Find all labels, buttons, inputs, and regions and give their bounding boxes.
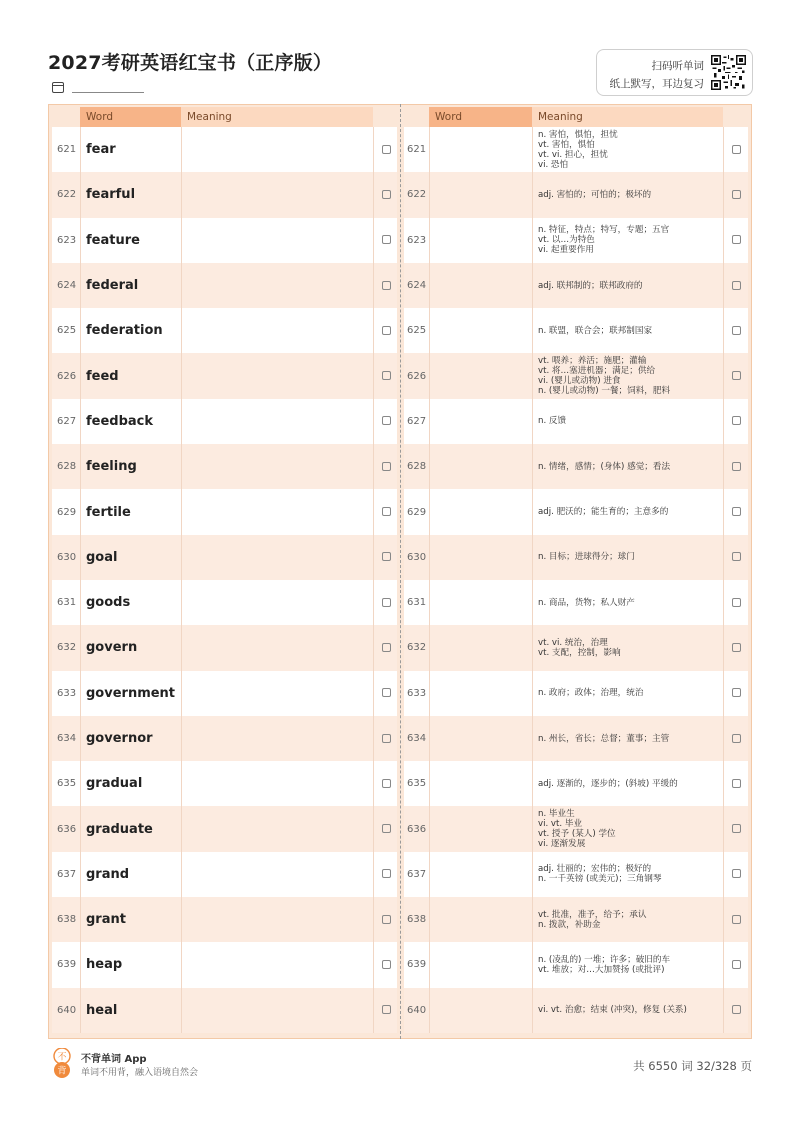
word-number: 625 [57, 325, 77, 337]
word-number: 623 [407, 234, 427, 246]
review-checkbox[interactable] [382, 416, 391, 425]
review-checkbox[interactable] [732, 235, 741, 244]
meaning-line: n. 毕业生 [538, 809, 575, 820]
word-number: 630 [407, 551, 427, 563]
review-checkbox[interactable] [732, 371, 741, 380]
chinese-meaning [538, 897, 718, 942]
meaning-line: vi. vt. 治愈；结束 (冲突)，修复 (关系) [538, 1005, 687, 1016]
word-number: 627 [57, 415, 77, 427]
word-number: 630 [57, 551, 77, 563]
qr-caption-line1: 扫码听单词 [651, 60, 704, 72]
meaning-row [404, 353, 748, 398]
word-number: 628 [407, 461, 427, 473]
meaning-line: vi. 恐怕 [538, 159, 569, 170]
left-header [52, 107, 397, 127]
review-checkbox[interactable] [382, 915, 391, 924]
english-word: goods [86, 595, 131, 611]
meaning-row [404, 671, 748, 716]
app-slogan: 单词不用背，融入语境自然会 [81, 1068, 199, 1078]
word-number: 621 [407, 144, 427, 156]
word-number: 639 [407, 959, 427, 971]
chinese-meaning [538, 625, 718, 670]
word-row [52, 580, 397, 625]
review-checkbox[interactable] [382, 145, 391, 154]
review-checkbox[interactable] [382, 960, 391, 969]
header-meaning: Meaning [181, 107, 373, 127]
review-checkbox[interactable] [382, 326, 391, 335]
chinese-meaning [538, 580, 718, 625]
meaning-row [404, 489, 748, 534]
meaning-line: vt. 害怕，惧怕 [538, 139, 595, 150]
meaning-line: adj. 逐渐的，逐步的；(斜坡) 平缓的 [538, 778, 678, 789]
meaning-row [404, 580, 748, 625]
word-row [52, 127, 397, 172]
english-word: government [86, 685, 176, 701]
word-number: 628 [57, 461, 77, 473]
word-number: 638 [57, 914, 77, 926]
review-checkbox[interactable] [732, 598, 741, 607]
word-number: 624 [57, 280, 77, 292]
word-row [52, 625, 397, 670]
meaning-line: vt. 堆放；对…大加赞扬 (或批评) [538, 964, 665, 975]
word-row [52, 942, 397, 987]
word-number: 636 [57, 823, 77, 835]
meaning-line: n. 商品，货物；私人财产 [538, 597, 635, 608]
english-word: graduate [86, 821, 153, 837]
meaning-line: vt. 授予 (某人) 学位 [538, 829, 616, 840]
word-number: 638 [407, 914, 427, 926]
app-name: 不背单词 App [81, 1054, 147, 1065]
meaning-line: n. 拨款，补助金 [538, 919, 601, 930]
word-number: 632 [407, 642, 427, 654]
chinese-meaning [538, 489, 718, 534]
meaning-line: vt. 支配，控制，影响 [538, 647, 621, 658]
qr-code-icon[interactable] [711, 55, 746, 90]
review-checkbox[interactable] [732, 281, 741, 290]
word-number: 621 [57, 144, 77, 156]
meaning-line: vt. vi. 担心，担忧 [538, 149, 608, 160]
chinese-meaning [538, 671, 718, 716]
meaning-line: adj. 肥沃的；能生育的；主意多的 [538, 507, 669, 518]
review-checkbox[interactable] [732, 552, 741, 561]
meaning-line: vt. 喂养；养活；施肥；灌输 [538, 356, 647, 367]
meaning-row [404, 716, 748, 761]
english-word: governor [86, 731, 153, 746]
english-word: heap [86, 957, 123, 973]
meaning-row [404, 761, 748, 806]
review-checkbox[interactable] [732, 462, 741, 471]
meaning-row [404, 535, 748, 580]
word-number: 623 [57, 234, 77, 246]
review-checkbox[interactable] [382, 1005, 391, 1014]
english-word: fearful [86, 187, 136, 203]
word-number: 635 [407, 778, 427, 790]
meaning-line: vi. (婴儿或动物) 进食 [538, 376, 621, 387]
review-checkbox[interactable] [732, 915, 741, 924]
meaning-row [404, 897, 748, 942]
meaning-line: adj. 壮丽的；宏伟的；极好的 [538, 864, 652, 875]
word-number: 639 [57, 959, 77, 971]
meaning-row [404, 852, 748, 897]
word-row [52, 353, 397, 398]
date-blank-line[interactable] [72, 92, 144, 93]
word-number: 626 [57, 370, 77, 382]
chinese-meaning [538, 806, 718, 851]
word-number: 634 [407, 733, 427, 744]
review-checkbox[interactable] [382, 598, 391, 607]
word-number: 629 [57, 506, 77, 518]
header-word: Word [429, 107, 532, 127]
meaning-line: n. 反馈 [538, 416, 567, 427]
review-checkbox[interactable] [732, 779, 741, 788]
chinese-meaning [538, 942, 718, 987]
review-checkbox[interactable] [382, 190, 391, 199]
chinese-meaning [538, 172, 718, 217]
header-meaning: Meaning [532, 107, 723, 127]
review-checkbox[interactable] [732, 326, 741, 335]
meaning-row [404, 263, 748, 308]
word-number: 631 [407, 597, 427, 609]
meaning-line: n. 害怕，惧怕，担忧 [538, 129, 618, 140]
english-word: heal [86, 1002, 118, 1018]
word-number: 634 [57, 733, 77, 744]
review-checkbox[interactable] [382, 371, 391, 380]
word-row [52, 399, 397, 444]
word-number: 635 [57, 778, 77, 790]
word-number: 627 [407, 415, 427, 427]
meaning-row [404, 942, 748, 987]
word-number: 625 [407, 325, 427, 337]
chinese-meaning [538, 308, 718, 353]
english-word: feature [86, 232, 140, 248]
meaning-line: vi. 逐渐发展 [538, 839, 586, 850]
review-checkbox[interactable] [382, 824, 391, 833]
right-rows [404, 127, 748, 1033]
chinese-meaning [538, 399, 718, 444]
meaning-line: vt. 以…为特色 [538, 235, 595, 246]
word-row [52, 761, 397, 806]
word-number: 637 [57, 868, 77, 880]
english-word: goal [86, 549, 118, 565]
svg-text:背: 背 [57, 1066, 67, 1077]
chinese-meaning [538, 761, 718, 806]
review-checkbox[interactable] [382, 734, 391, 743]
word-number: 626 [407, 370, 427, 382]
meaning-line: n. 州长，省长；总督；董事；主管 [538, 733, 670, 744]
word-number: 640 [57, 1004, 77, 1016]
english-word: gradual [86, 776, 143, 792]
meaning-row [404, 988, 748, 1033]
word-number: 636 [407, 823, 427, 835]
word-number: 631 [57, 597, 77, 609]
meaning-line: n. (婴儿或动物) 一餐；饲料，肥料 [538, 386, 671, 397]
review-checkbox[interactable] [732, 824, 741, 833]
word-row [52, 716, 397, 761]
left-rows [52, 127, 397, 1033]
page-info: 共 6550 词 32/328 页 [633, 1059, 752, 1073]
review-checkbox[interactable] [382, 235, 391, 244]
word-row [52, 444, 397, 489]
meaning-line: vt. 批准，准予，给予；承认 [538, 909, 647, 920]
english-word: feed [86, 368, 119, 384]
word-number: 633 [57, 687, 77, 699]
review-checkbox[interactable] [732, 1005, 741, 1014]
review-checkbox[interactable] [382, 462, 391, 471]
header-word: Word [80, 107, 181, 127]
word-row [52, 308, 397, 353]
word-row [52, 172, 397, 217]
meaning-line: vi. 起重要作用 [538, 245, 594, 256]
chinese-meaning [538, 444, 718, 489]
meaning-line: n. 联盟，联合会；联邦制国家 [538, 325, 653, 336]
calendar-icon [52, 82, 64, 93]
word-row [52, 897, 397, 942]
review-checkbox[interactable] [382, 779, 391, 788]
word-row [52, 806, 397, 851]
word-number: 640 [407, 1004, 427, 1016]
review-checkbox[interactable] [732, 190, 741, 199]
english-word: grand [86, 866, 130, 882]
review-checkbox[interactable] [732, 643, 741, 652]
meaning-line: n. 目标；进球得分；球门 [538, 552, 635, 563]
word-row [52, 263, 397, 308]
meaning-row [404, 399, 748, 444]
english-word: grant [86, 912, 126, 928]
english-word: federal [86, 278, 139, 294]
qr-audio-box[interactable] [596, 49, 753, 96]
word-row [52, 218, 397, 263]
review-checkbox[interactable] [382, 869, 391, 878]
meaning-line: n. 一千英镑 (或美元)；三角钢琴 [538, 874, 662, 885]
review-checkbox[interactable] [382, 643, 391, 652]
chinese-meaning [538, 218, 718, 263]
english-word: govern [86, 640, 138, 656]
right-header [404, 107, 748, 127]
english-word: fear [86, 142, 116, 158]
meaning-row [404, 308, 748, 353]
word-number: 622 [57, 189, 77, 201]
word-row [52, 535, 397, 580]
page-title: 2027考研英语红宝书（正序版） [48, 52, 333, 74]
word-number: 622 [407, 189, 427, 201]
meaning-line: adj. 害怕的；可怕的；极坏的 [538, 189, 652, 200]
english-word: feeling [86, 459, 137, 475]
word-row [52, 489, 397, 534]
review-checkbox[interactable] [382, 281, 391, 290]
meaning-row [404, 218, 748, 263]
word-number: 637 [407, 868, 427, 880]
word-number: 632 [57, 642, 77, 654]
chinese-meaning [538, 852, 718, 897]
meaning-line: adj. 联邦制的；联邦政府的 [538, 280, 643, 291]
chinese-meaning [538, 716, 718, 761]
review-checkbox[interactable] [382, 507, 391, 516]
review-checkbox[interactable] [732, 734, 741, 743]
review-checkbox[interactable] [732, 960, 741, 969]
meaning-row [404, 172, 748, 217]
meaning-line: vt. vi. 统治，治理 [538, 637, 608, 648]
meaning-row [404, 806, 748, 851]
english-word: fertile [86, 504, 131, 520]
review-checkbox[interactable] [732, 145, 741, 154]
word-row [52, 852, 397, 897]
english-word: feedback [86, 413, 154, 429]
meaning-line: vi. vt. 毕业 [538, 819, 583, 830]
left-column-word-side [52, 107, 397, 1033]
meaning-line: n. (凌乱的) 一堆；许多；破旧的车 [538, 954, 671, 965]
word-row [52, 671, 397, 716]
chinese-meaning [538, 127, 718, 172]
chinese-meaning [538, 988, 718, 1033]
fold-divider [400, 104, 401, 1039]
review-checkbox[interactable] [732, 507, 741, 516]
meaning-line: n. 特征，特点；特写，专题；五官 [538, 225, 670, 236]
review-checkbox[interactable] [382, 552, 391, 561]
chinese-meaning [538, 263, 718, 308]
meaning-line: vt. 将…塞进机器；满足；供给 [538, 366, 656, 377]
word-number: 624 [407, 280, 427, 292]
word-number: 629 [407, 506, 427, 518]
svg-text:不: 不 [57, 1052, 67, 1063]
meaning-line: n. 情绪，感情；(身体) 感觉；看法 [538, 461, 671, 472]
meaning-row [404, 625, 748, 670]
review-checkbox[interactable] [732, 869, 741, 878]
right-column-meaning-side [404, 107, 748, 1033]
meaning-line: n. 政府；政体；治理，统治 [538, 688, 644, 699]
review-checkbox[interactable] [732, 688, 741, 697]
review-checkbox[interactable] [732, 416, 741, 425]
review-checkbox[interactable] [382, 688, 391, 697]
app-logo-icon [51, 1048, 73, 1078]
qr-caption-line2: 纸上默写，耳边复习 [609, 78, 704, 90]
english-word: federation [86, 323, 163, 339]
word-row [52, 988, 397, 1033]
chinese-meaning [538, 353, 718, 398]
meaning-row [404, 127, 748, 172]
meaning-row [404, 444, 748, 489]
word-number: 633 [407, 687, 427, 699]
chinese-meaning [538, 535, 718, 580]
